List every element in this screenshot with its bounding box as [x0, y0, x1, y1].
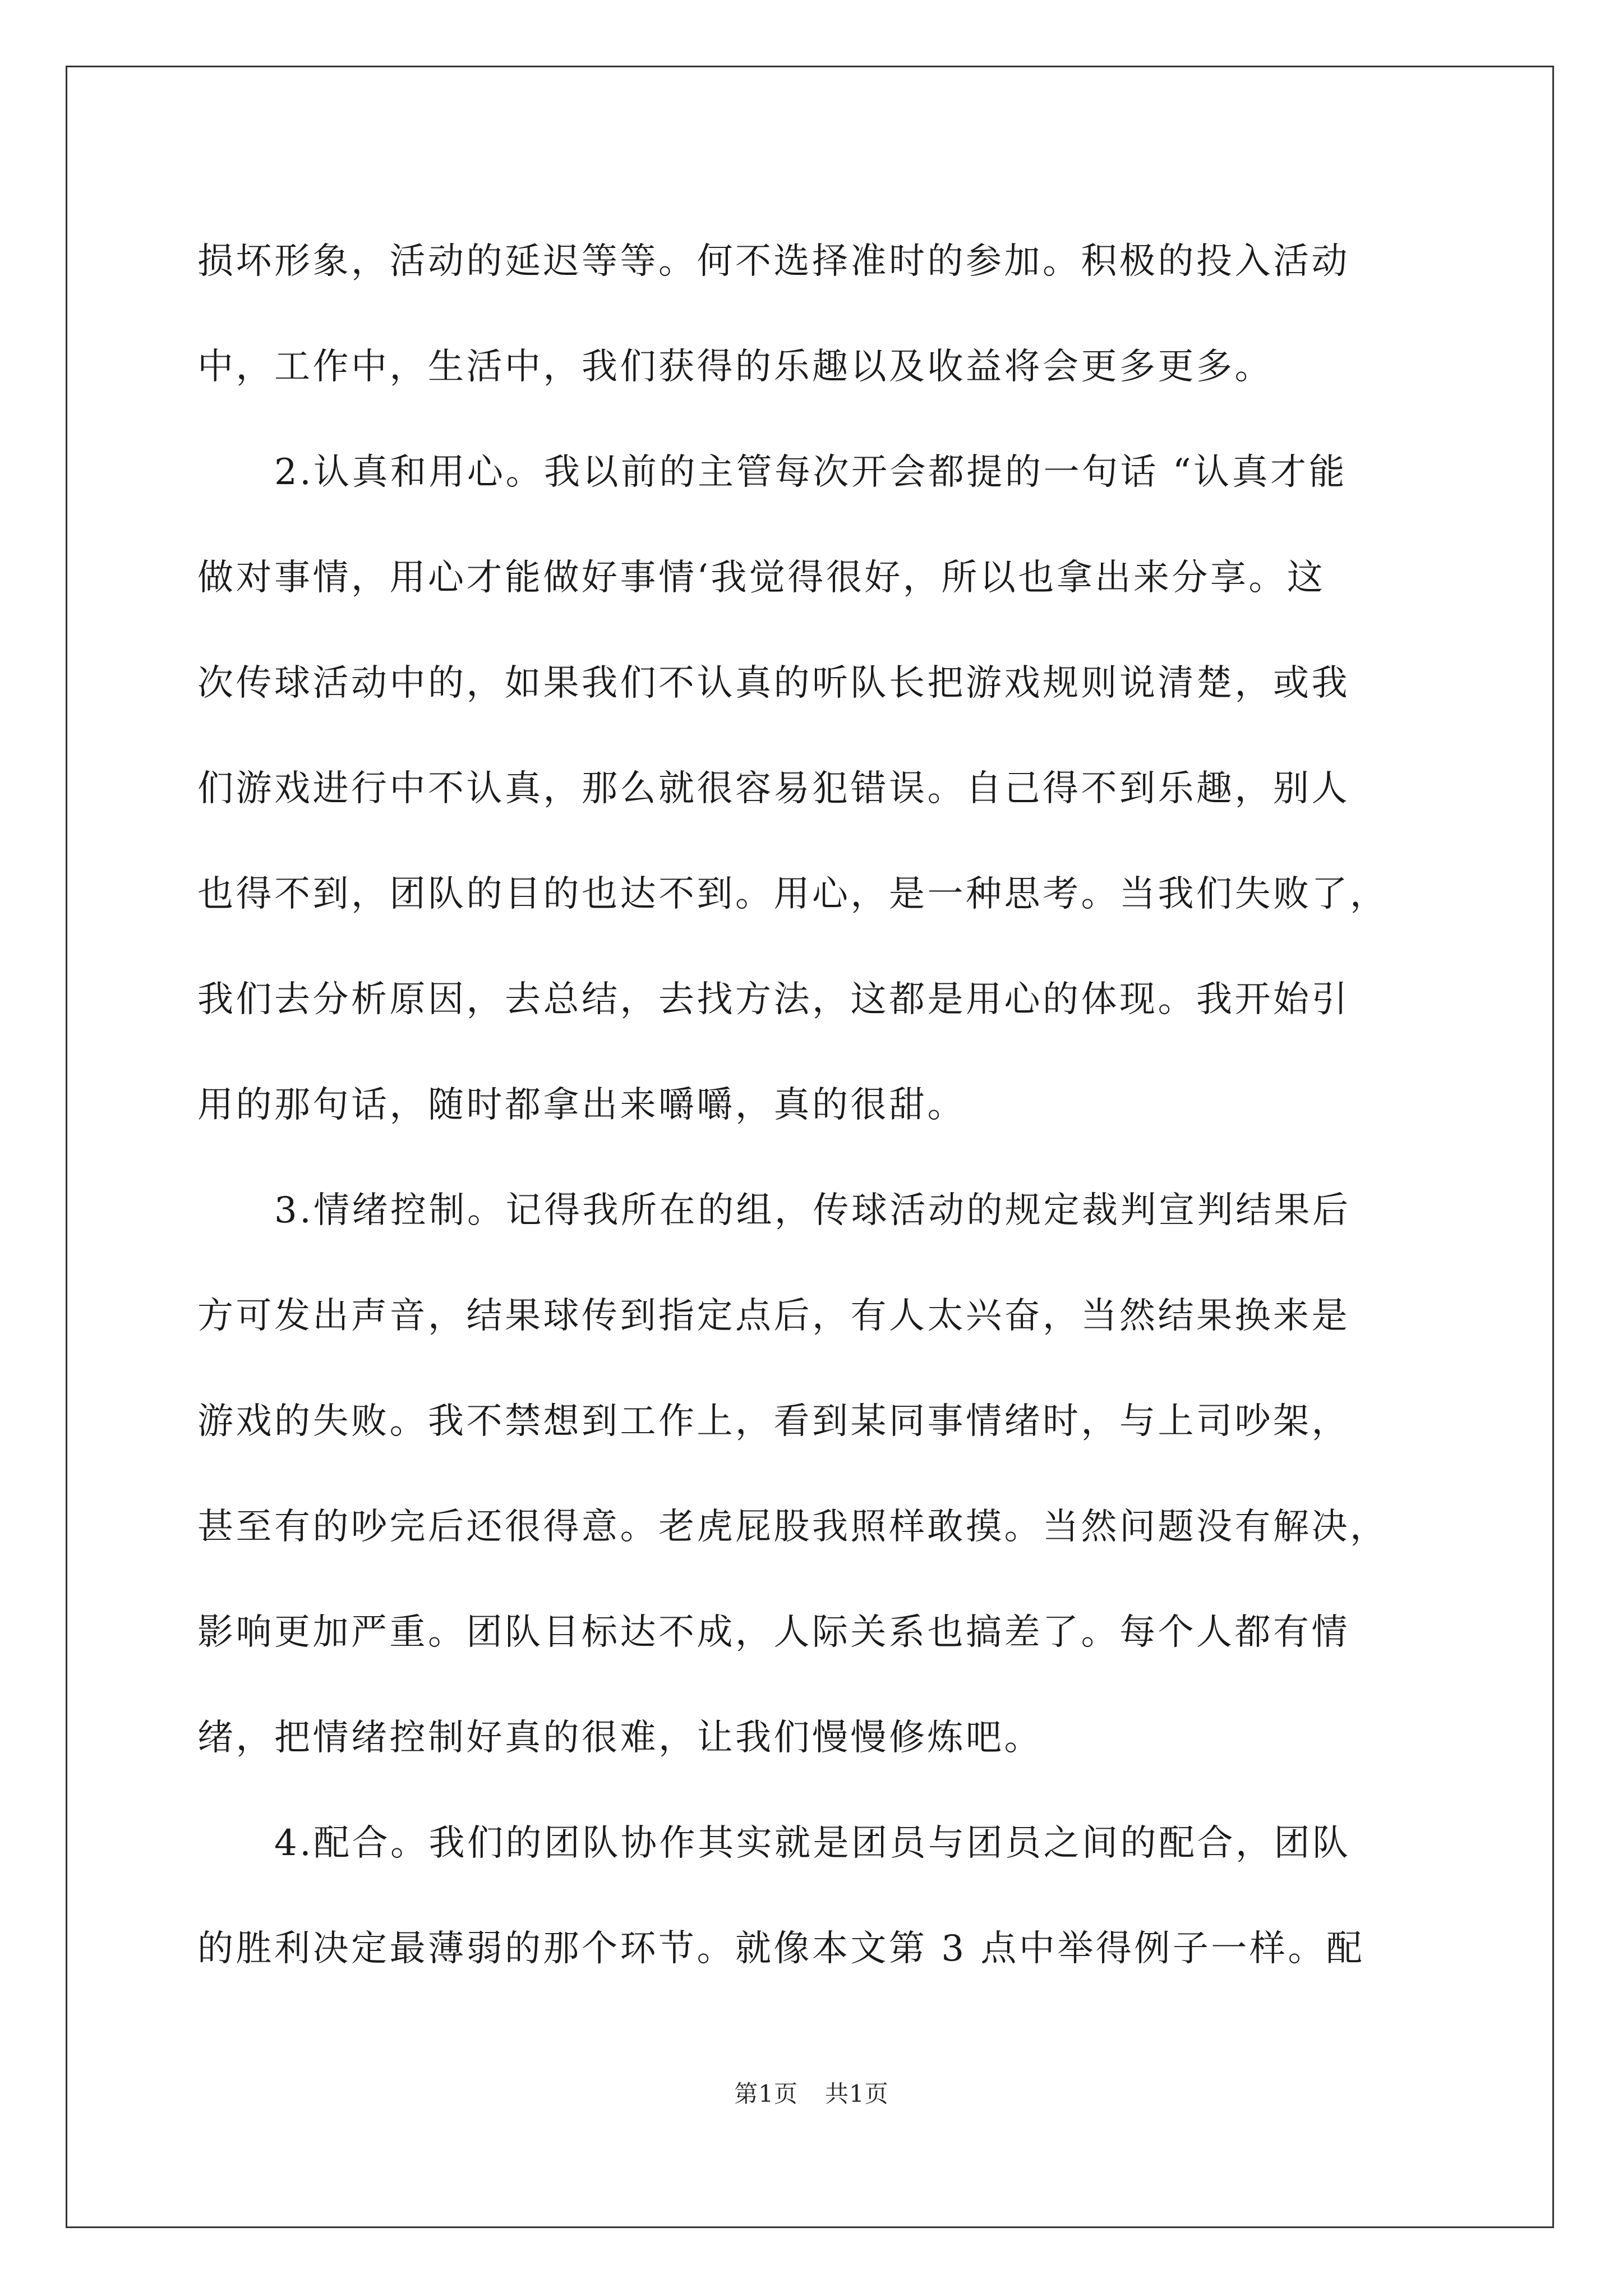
text-line: 甚至有的吵完后还很得意。老虎屁股我照样敢摸。当然问题没有解决，	[197, 1506, 1389, 1548]
text-line: 我们去分析原因，去总结，去找方法，这都是用心的体现。我开始引	[197, 979, 1350, 1020]
text-line: 也得不到，团队的目的也达不到。用心，是一种思考。当我们失败了，	[197, 873, 1389, 915]
text-line: 绪，把情绪控制好真的很难，让我们慢慢修炼吧。	[197, 1717, 1043, 1759]
text-line: 3.情绪控制。记得我所在的组，传球活动的规定裁判宣判结果后	[274, 1190, 1351, 1231]
text-line: 损坏形象，活动的延迟等等。何不选择准时的参加。积极的投入活动	[197, 241, 1350, 282]
text-line: 影响更加严重。团队目标达不成，人际关系也搞差了。每个人都有情	[197, 1612, 1350, 1653]
page-number-total: 共1页	[825, 2080, 889, 2108]
text-line: 的胜利决定最薄弱的那个环节。就像本文第 3 点中举得例子一样。配	[197, 1928, 1365, 1970]
text-line: 游戏的失败。我不禁想到工作上，看到某同事情绪时，与上司吵架，	[197, 1401, 1350, 1442]
page-footer	[0, 2076, 1623, 2109]
page-number-current: 第1页	[734, 2080, 798, 2108]
document-body	[197, 209, 1454, 2001]
text-line: 4.配合。我们的团队协作其实就是团员与团员之间的配合，团队	[274, 1823, 1351, 1864]
text-line: 2.认真和用心。我以前的主管每次开会都提的一句话 “认真才能	[274, 452, 1348, 493]
text-line: 做对事情，用心才能做好事情‘我觉得很好，所以也拿出来分享。这	[197, 557, 1326, 599]
text-line: 们游戏进行中不认真，那么就很容易犯错误。自己得不到乐趣，别人	[197, 768, 1350, 809]
text-line: 次传球活动中的，如果我们不认真的听队长把游戏规则说清楚，或我	[197, 662, 1350, 704]
text-line: 中，工作中，生活中，我们获得的乐趣以及收益将会更多更多。	[197, 346, 1273, 388]
text-line: 方可发出声音，结果球传到指定点后，有人太兴奋，当然结果换来是	[197, 1295, 1350, 1337]
text-line: 用的那句话，随时都拿出来嚼嚼，真的很甜。	[197, 1084, 966, 1126]
